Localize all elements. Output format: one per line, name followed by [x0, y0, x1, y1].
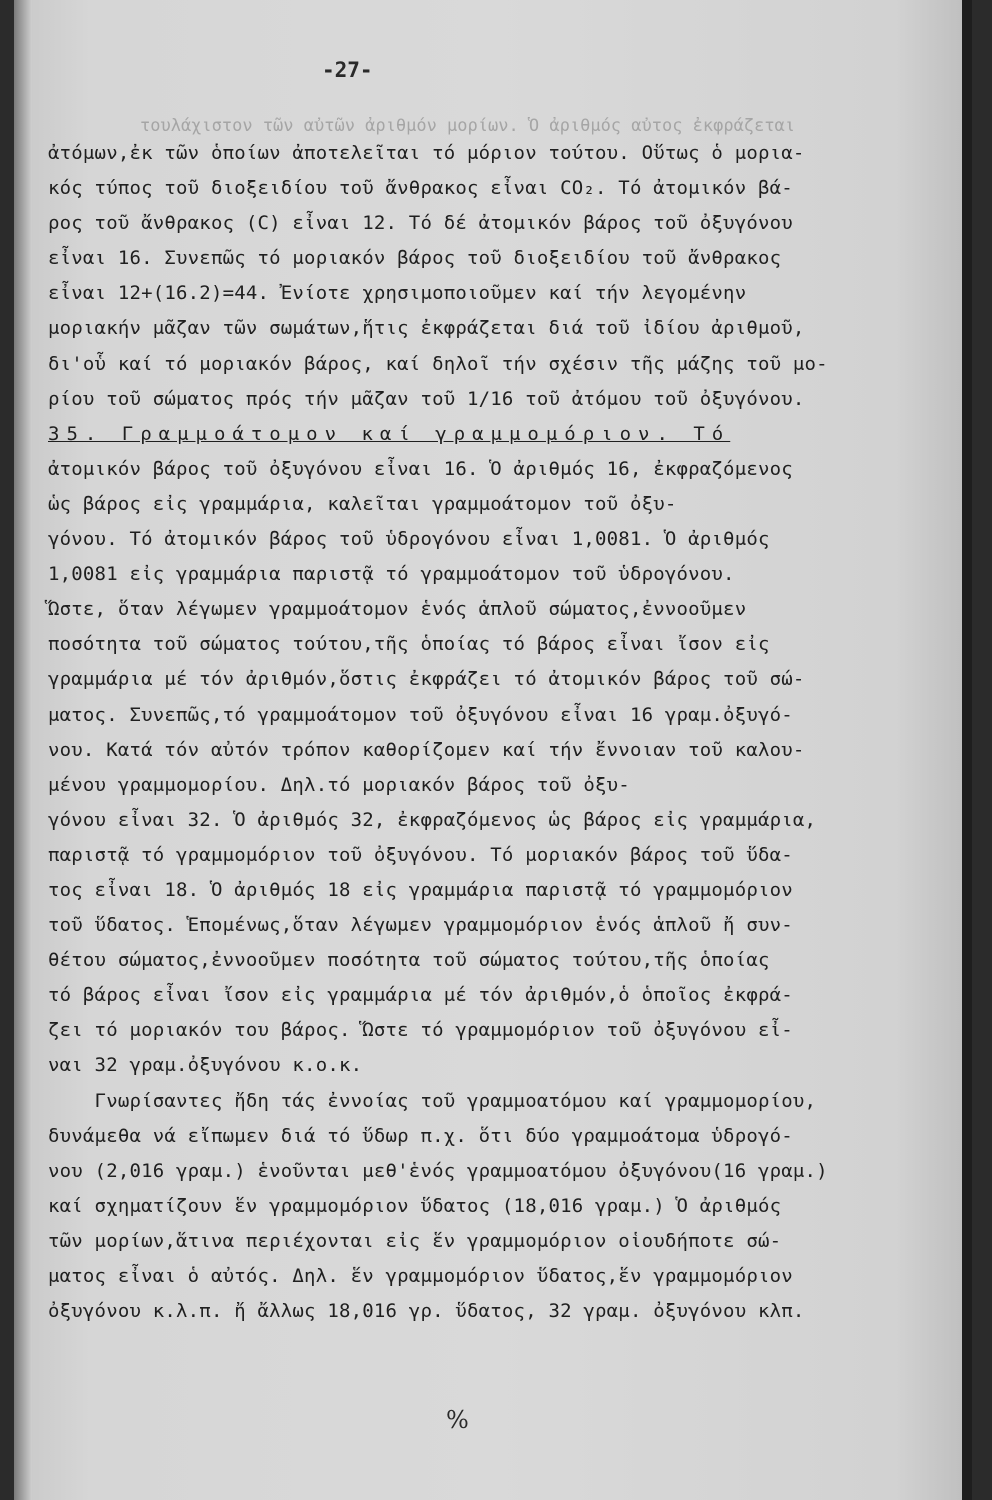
text-line: γόνου. Τό ἀτομικόν βάρος τοῦ ὑδρογόνου εἶναι 1,0081. Ὁ ἀριθμός — [48, 528, 770, 551]
text-line: τῶν μορίων,ἅτινα περιέχονται εἰς ἕν γραμμομόριον οἱουδήποτε σώ- — [48, 1229, 782, 1252]
text-line: ὡς βάρος εἰς γραμμάρια, καλεῖται γραμμοάτομον τοῦ ὀξυ- — [48, 492, 677, 515]
text-line: ἀτόμων,ἐκ τῶν ὁποίων ἀποτελεῖται τό μόριον τούτου. Οὕτως ὁ μορια- — [48, 142, 805, 164]
text-line: εἶναι 16. Συνεπῶς τό μοριακόν βάρος τοῦ διοξειδίου τοῦ ἄνθρακος — [48, 247, 782, 270]
text-line: τό βάρος εἶναι ἴσον εἰς γραμμάρια μέ τόν ἀριθμόν,ὁ ὁποῖος ἐκφρά- — [48, 984, 793, 1007]
text-line: τος εἶναι 18. Ὁ ἀριθμός 18 εἰς γραμμάρια παριστᾷ τό γραμμομόριον — [48, 878, 793, 901]
text-line: δι'οὗ καί τό μοριακόν βάρος, καί δηλοῖ τήν σχέσιν τῆς μάζης τοῦ μο- — [48, 352, 828, 375]
text-line: νου. Κατά τόν αὐτόν τρόπον καθορίζομεν καί τήν ἔννοιαν τοῦ καλου- — [48, 738, 805, 761]
scan-edge — [962, 0, 972, 1500]
text-line: καί σχηματίζουν ἕν γραμμομόριον ὕδατος (18,016 γραμ.) Ὁ ἀριθμός — [48, 1194, 782, 1217]
page-number: -27- — [322, 58, 373, 82]
text-line: κός τύπος τοῦ διοξειδίου τοῦ ἄνθρακος εἶναι CO₂. Τό ἀτομικόν βά- — [48, 177, 793, 200]
text-line: ρος τοῦ ἄνθρακος (C) εἶναι 12. Τό δέ ἀτομικόν βάρος τοῦ ὀξυγόνου — [48, 212, 793, 235]
text-line: θέτου σώματος,ἐννοοῦμεν ποσότητα τοῦ σώματος τούτου,τῆς ὁποίας — [48, 949, 770, 972]
typewritten-body — [48, 136, 953, 1329]
text-line: ναι 32 γραμ.ὀξυγόνου κ.ο.κ. — [48, 1054, 363, 1077]
text-line: Ὥστε, ὅταν λέγωμεν γραμμοάτομον ἑνός ἁπλοῦ σώματος,ἐννοοῦμεν — [48, 598, 747, 621]
text-line: γόνου εἶναι 32. Ὁ ἀριθμός 32, ἐκφραζόμενος ὡς βάρος εἰς γραμμάρια, — [48, 808, 817, 831]
handwritten-mark: % — [446, 1406, 469, 1434]
text-line: ρίου τοῦ σώματος πρός τήν μᾶζαν τοῦ 1/16 τοῦ ἀτόμου τοῦ ὀξυγόνου. — [48, 387, 805, 410]
text-line: ζει τό μοριακόν του βάρος. Ὥστε τό γραμμομόριον τοῦ ὀξυγόνου εἶ- — [48, 1019, 793, 1042]
text-line: νου (2,016 γραμ.) ἑνοῦνται μεθ'ἑνός γραμμοατόμου ὀξυγόνου(16 γραμ.) — [48, 1159, 828, 1182]
text-line: μένου γραμμομορίου. Δηλ.τό μοριακόν βάρος τοῦ ὀξυ- — [48, 773, 630, 796]
bleed-through-line: τουλάχιστον τῶν αὐτῶν ἀριθμόν μορίων. Ὁ ἀριθμός αὐτος ἐκφράζεται — [140, 116, 796, 136]
text-line: ματος. Συνεπῶς,τό γραμμοάτομον τοῦ ὀξυγόνου εἶναι 16 γραμ.ὀξυγό- — [48, 703, 793, 726]
text-line: Γνωρίσαντες ἤδη τάς ἐννοίας τοῦ γραμμοατόμου καί γραμμομορίου, — [48, 1089, 817, 1112]
text-line: παριστᾷ τό γραμμομόριον τοῦ ὀξυγόνου. Τό μοριακόν βάρος τοῦ ὕδα- — [48, 843, 793, 866]
text-line: 1,0081 εἰς γραμμάρια παριστᾷ τό γραμμοάτομον τοῦ ὑδρογόνου. — [48, 563, 735, 586]
text-line: ἀτομικόν βάρος τοῦ ὀξυγόνου εἶναι 16. Ὁ ἀριθμός 16, ἐκφραζόμενος — [48, 457, 793, 480]
text-line: γραμμάρια μέ τόν ἀριθμόν,ὅστις ἐκφράζει τό ἀτομικόν βάρος τοῦ σώ- — [48, 668, 805, 691]
text-line: εἶναι 12+(16.2)=44. Ἐνίοτε χρησιμοποιοῦμεν καί τήν λεγομένην — [48, 282, 747, 305]
text-line: ποσότητα τοῦ σώματος τούτου,τῆς ὁποίας τό βάρος εἶναι ἴσον εἰς — [48, 633, 770, 656]
text-line: μοριακήν μᾶζαν τῶν σωμάτων,ἥτις ἐκφράζεται διά τοῦ ἰδίου ἀριθμοῦ, — [48, 317, 805, 340]
section-heading: 35. Γραμμοάτομον καί γραμμομόριον. Τό — [48, 422, 731, 445]
text-line: ὀξυγόνου κ.λ.π. ἤ ἄλλως 18,016 γρ. ὕδατος, 32 γραμ. ὀξυγόνου κλπ. — [48, 1300, 805, 1323]
text-line: ματος εἶναι ὁ αὐτός. Δηλ. ἕν γραμμομόριον ὕδατος,ἕν γραμμομόριον — [48, 1265, 793, 1287]
text-line: τοῦ ὕδατος. Ἑπομένως,ὅταν λέγωμεν γραμμομόριον ἑνός ἁπλοῦ ἤ συν- — [48, 914, 793, 937]
text-line: δυνάμεθα νά εἴπωμεν διά τό ὕδωρ π.χ. ὅτι δύο γραμμοάτομα ὑδρογό- — [48, 1124, 793, 1147]
